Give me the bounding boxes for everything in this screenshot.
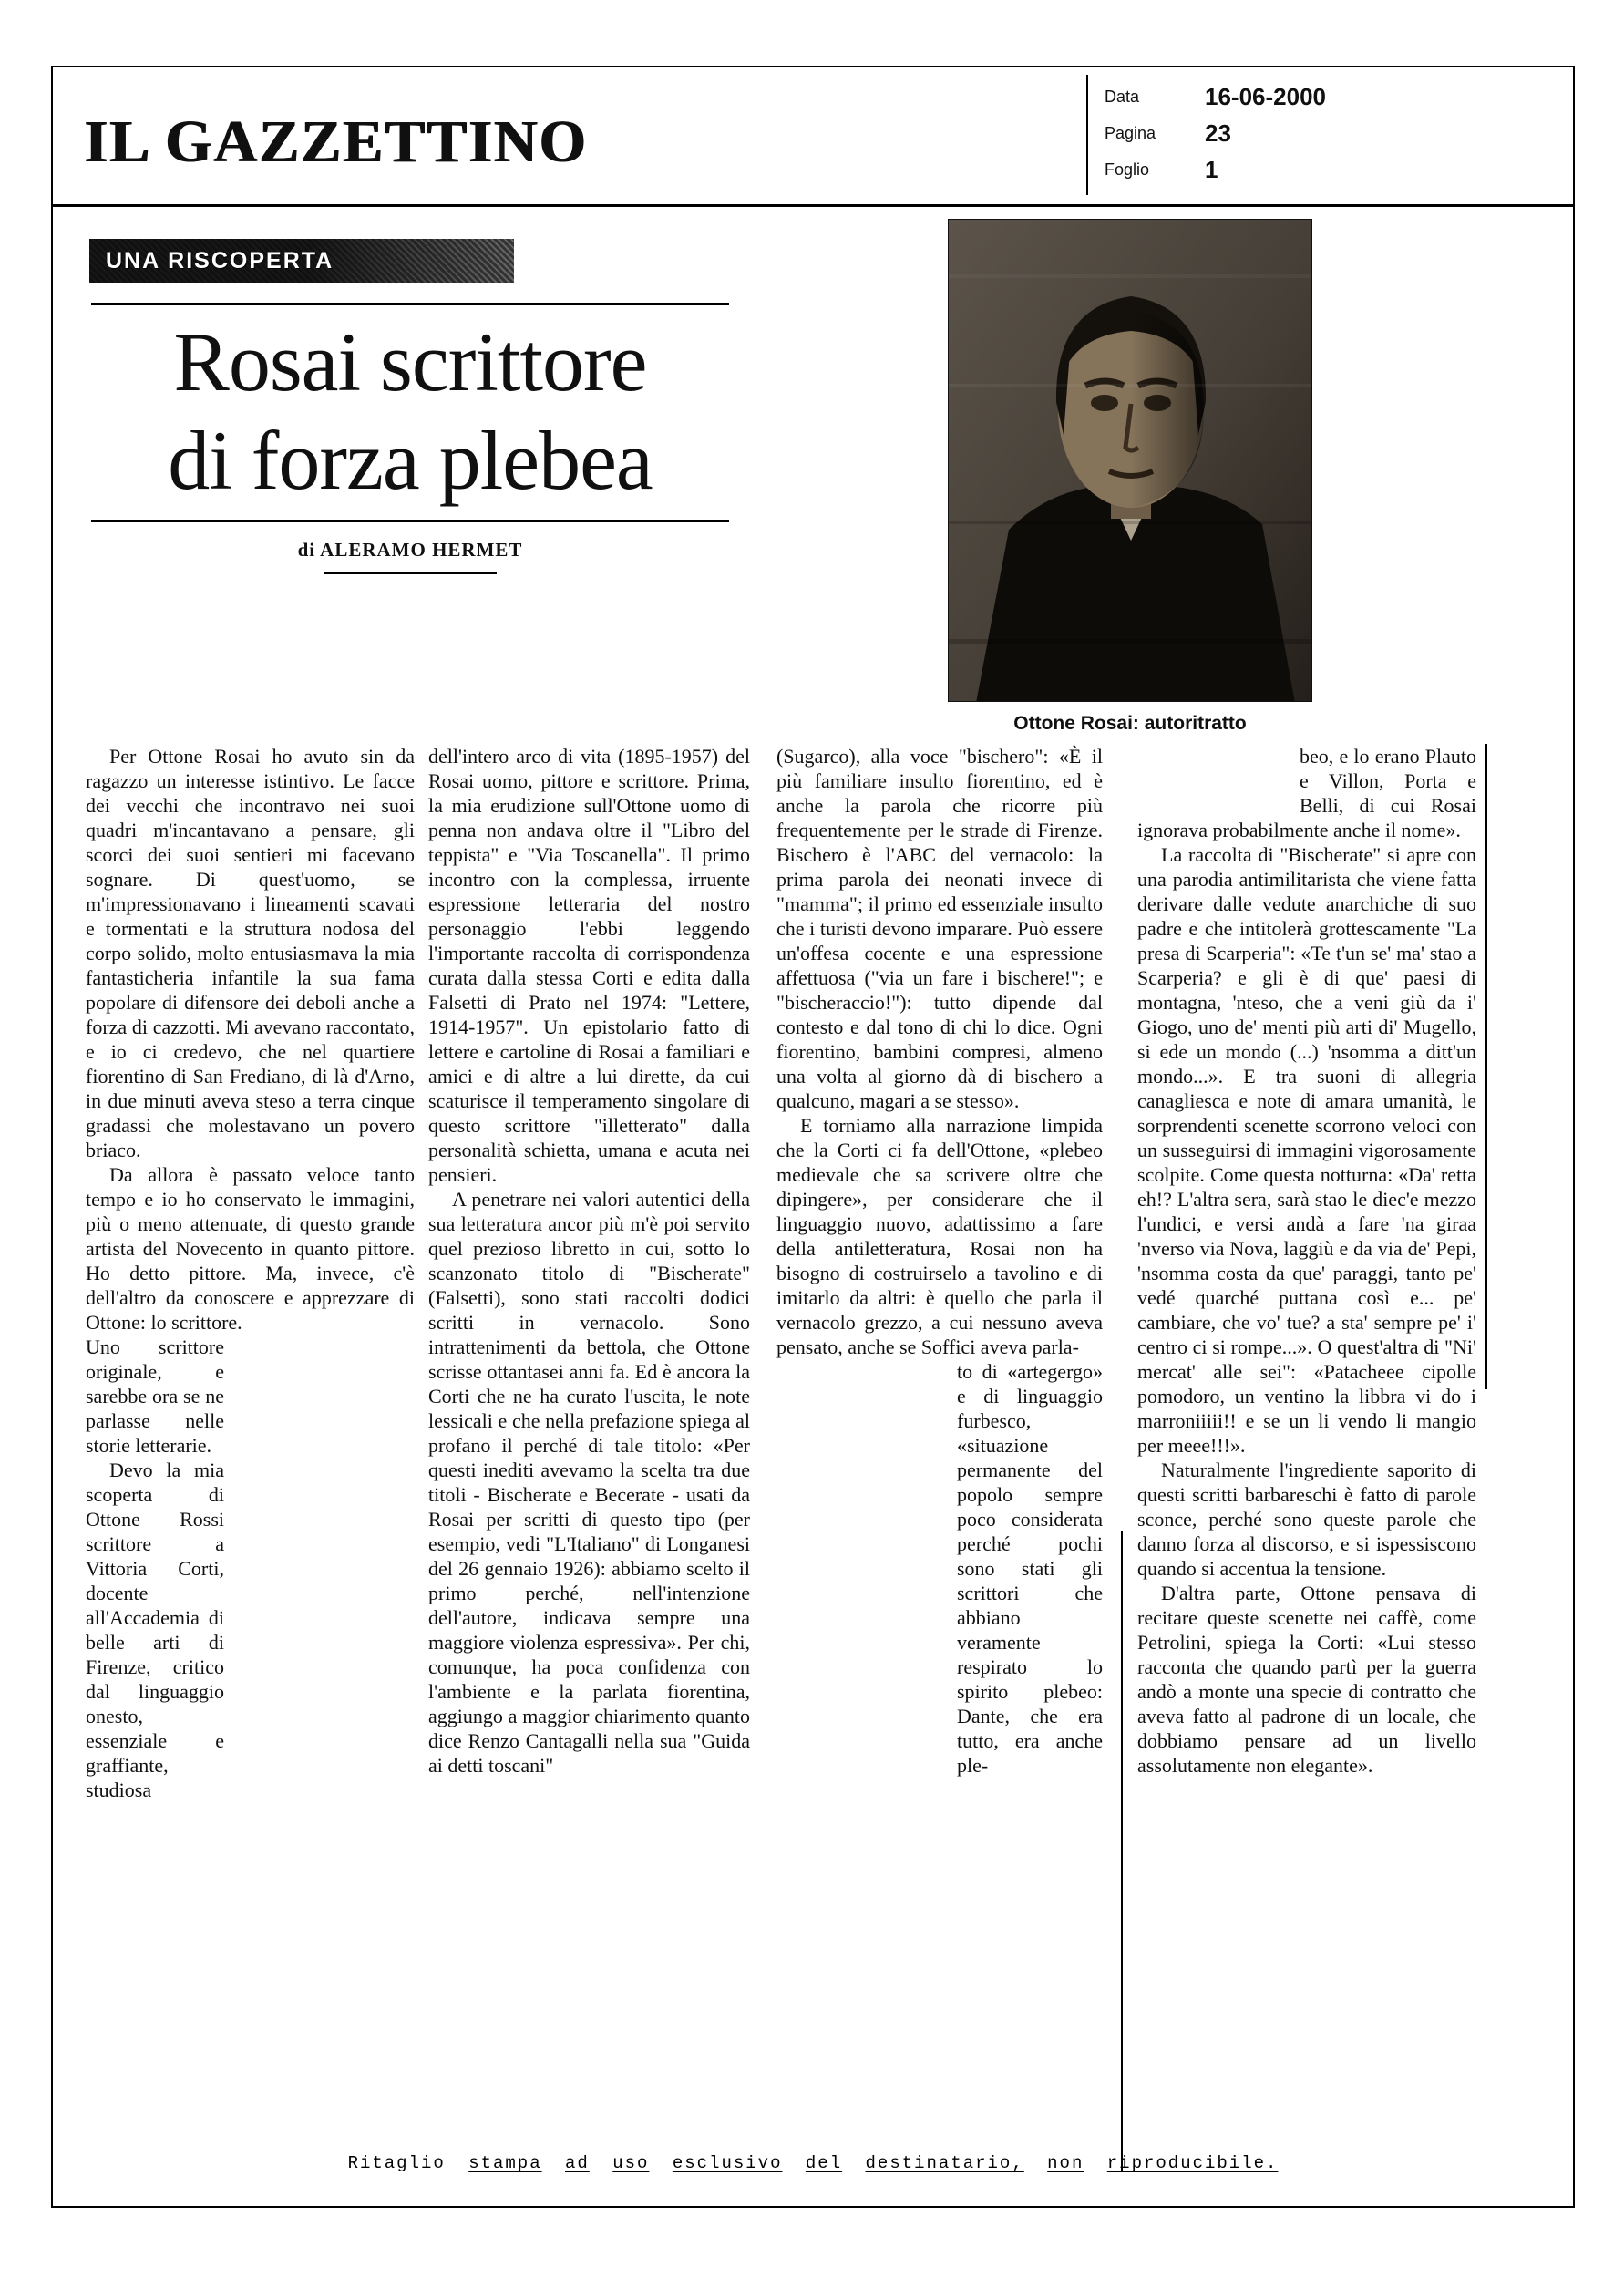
footer-word: uso: [612, 2153, 650, 2173]
caption-wrap-spacer: [1137, 744, 1300, 795]
page-label: Pagina: [1105, 123, 1156, 142]
footer-word: stampa: [468, 2153, 542, 2173]
footer-word: ad: [565, 2153, 590, 2173]
byline: di ALERAMO HERMET: [297, 539, 523, 562]
photo-caption: Ottone Rosai: autoritratto: [1013, 713, 1247, 734]
paragraph: E torniamo alla narrazione limpida che la Corti ci fa dell'Ottone, «plebeo medievale che sa scrivere oltre che dipingere», per considerare che il linguaggio nuovo, adattissimo a fare della antiletteratura, Rosai non ha bisogno di costruirselo a tavolino e di imitarlo da altri: è quello che parla il vernacolo grezzo, a cui nessuno aveva pensato, anche se Soffici aveva parla-: [776, 1114, 1103, 1358]
headline-rule-top: [91, 303, 729, 305]
page-value: 23: [1205, 119, 1231, 147]
footer-word: riproducibile.: [1106, 2153, 1279, 2173]
body-column-1: [86, 744, 415, 2148]
paragraph: Da allora è passato veloce tanto tempo e io ho conservato le immagini, più o meno attenuate, di questo grande artista del Novecento in quanto pittore. Ho detto pittore. Ma, invece, c'è dell'altro da conoscere e apprezzare di Ottone: lo scrittore.: [86, 1163, 415, 1334]
paragraph: (Sugarco), alla voce "bischero": «È il più familiare insulto fiorentino, ed è anche la parola che ricorre più frequentemente per le strade di Firenze. Bischero è l'ABC del vernacolo: la prima parola dei neonati invece di "mamma"; il primo ed essenziale insulto che i turisti devono imparare. Può essere un'offesa cocente e una espressione affettuosa ("via un fare i bischere!"; e "bischeraccio!"): tutto dipende dal contesto e dal tono di chi lo dice. Ogni fiorentino, bambini compresi, almeno una volta al giorno dà di bischero a qualcuno, magari a se stesso».: [776, 745, 1103, 1112]
sheet-value: 1: [1205, 155, 1218, 183]
footer-word: del: [805, 2153, 843, 2173]
footer-word: esclusivo: [672, 2153, 783, 2173]
header-divider: [53, 204, 1573, 207]
paragraph: to di «artegergo» e di linguaggio furbesco, «situazione permanente del popolo sempre poco considerata perché pochi sono stati gli scrittori che abbiano veramente respirato lo spirito plebeo: Dante, che era tutto, era anche ple-: [957, 1360, 1103, 1777]
footer-word: non: [1047, 2153, 1084, 2173]
newspaper-masthead: IL GAZZETTINO: [84, 108, 588, 175]
sheet-label: Foglio: [1105, 160, 1150, 179]
clipping-meta: [1086, 75, 1326, 195]
date-label: Data: [1105, 87, 1140, 106]
footer-word: Ritaglio: [347, 2153, 446, 2173]
kicker-label: UNA RISCOPERTA: [106, 247, 334, 273]
paragraph: A penetrare nei valori autentici della sua letteratura ancor più m'è poi servito quel prezioso libretto in cui, sotto lo scanzonato titolo di "Bischerate" (Falsetti), sono stati raccolti dodici scritti in vernacolo. Sono intrattenimenti da bettola, che Ottone scrisse ottantasei anni fa. Ed è ancora la Corti che ne ha curato l'uscita, le note lessicali e che nella prefazione spiega al profano il perché di tale titolo: «Per questi inediti avevamo la scelta tra due titoli - Bischerate e Becerate - usati da Rosai per scritti di questo tipo (per esempio, vedi "L'Italiano" di Longanesi del 26 gennaio 1926): abbiamo scelto il primo perché, nell'intenzione dell'autore, indicava sempre una maggiore violenza espressiva». Per chi, comunque, ha poca confidenza con l'ambiente e la parlata fiorentina, aggiungo a maggior chiarimento quanto dice Renzo Cantagalli nella sua "Guida ai detti toscani": [428, 1188, 750, 1777]
headline-line-2: di forza plebea: [168, 413, 653, 507]
footer-word: destinatario,: [865, 2153, 1024, 2173]
paragraph: [1137, 744, 1476, 842]
body-column-3: [776, 744, 1103, 2148]
paragraph: La raccolta di "Bischerate" si apre con una parodia antimilitarista che viene fatta derivare dalle vedute anarchiche di suo padre e che intitolerà grottescamente "La presa di Scarperia": «Te t'un se' ma' stao a Scarperia? e gli è di que' paesi di montagna, 'nteso, che a veni giù da i' Giogo, uno de' menti più arti di' Mugello, si ede un mondo (...) 'nsomma a ditt'un mondo...». E tra suoni di allegria canagliesca e note di amara umanità, le sorprendenti scenette scorrono veloci con un susseguirsi di immagini vigorosamente scolpite. Come questa notturna: «Da' retta eh!? L'altra sera, sarà stao le diec'e mezzo l'undici, e versi andà a fare 'na giraa 'nverso via Nova, laggiù e da via de' Pepi, 'nsomma costa da que' paraggi, tanto pe' vedé quarché puttana così e... pe' cambiare, che vo' tue? a sta' sempre pe' i' centro ci si rompe...». O quest'altra di "Ni' mercat' alle sei": «Patacheee cipolle pomodoro, un ventino la libbra vi do i marroniiiii!! e se un li vendo li mangio per meee!!!».: [1137, 843, 1476, 1457]
narrow-text-block: [86, 1335, 224, 1802]
body-column-2: [428, 744, 750, 2148]
paragraph: D'altra parte, Ottone pensava di recitare queste scenette nei caffè, come Petrolini, spiega la Corti: «Lui stesso racconta che quando partì per la guerra andò a monte una specie di contratto che aveva fatto al padrone di un locale, che dobbiamo pensare ad un livello assolutamente non elegante».: [1137, 1582, 1476, 1777]
paragraph: Devo la mia scoperta di Ottone Rossi scrittore a Vittoria Corti, docente all'Accademia di belle arti di Firenze, critico dal linguaggio onesto, essenziale e graffiante, studiosa: [86, 1459, 224, 1801]
headline-rule-bottom: [91, 520, 729, 522]
narrow-text-block: [957, 1359, 1103, 1778]
paragraph: Naturalmente l'ingrediente saporito di questi scritti barbareschi è fatto di parole sconce, perché sono queste parole che danno forza al discorso, e si ispessiscono quando si accentua la tensione.: [1137, 1459, 1476, 1580]
date-value: 16-06-2000: [1205, 82, 1326, 110]
byline-rule: [324, 572, 497, 574]
paragraph: Per Ottone Rosai ho avuto sin da ragazzo un interesse istintivo. Le facce dei vecchi che incontravo nei suoi quadri m'incantavano a pensare, gli scorci dei suoi sentieri mi facevano sognare. Di quest'uomo, se m'impressionavano i lineamenti scavati e tormentati e la struttura nodosa del corpo solido, molto entusiasmava la mia fantasticheria infantile la sua fama popolare di difensore dei deboli anche a forza di cazzotti. Mi avevano raccontato, e io ci credevo, che nel quartiere fiorentino di San Frediano, di là d'Arno, in due minuti aveva steso a terra cinque gradassi che molestavano un povero briaco.: [86, 745, 415, 1161]
article-body: [53, 744, 1573, 2148]
column-divider-mid: [1121, 1531, 1123, 2171]
clipping-footer: [53, 2153, 1573, 2173]
portrait-photo: [948, 219, 1312, 702]
body-column-4: [1137, 744, 1476, 2148]
portrait-image: [949, 220, 1312, 702]
headline-block: [91, 303, 729, 574]
paragraph: Uno scrittore originale, e sarebbe ora se ne parlasse nelle storie letterarie.: [86, 1335, 224, 1457]
column-divider-right: [1485, 744, 1487, 1389]
kicker-banner: [89, 239, 514, 283]
press-clipping: [51, 66, 1575, 2208]
paragraph: dell'intero arco di vita (1895-1957) del Rosai uomo, pittore e scrittore. Prima, la mia erudizione sull'Ottone uomo di penna non andava oltre il "Libro del teppista" e "Via Toscanella". Il primo incontro con la complessa, irruente espressione letteraria del nostro personaggio l'ebbi leggendo l'importante raccolta di corrispondenza curata dalla stessa Corti e edita dalla Falsetti di Prato nel 1974: "Lettere, 1914-1957". Un epistolario fatto di lettere e cartoline di Rosai a familiari e amici e di altre a lui dirette, da cui scaturisce il temperamento singolare di questo scrittore "illetterato" dalla personalità schietta, umana e acuta nei pensieri.: [428, 745, 750, 1186]
paragraph-text: beo, e lo erano Plauto e Villon, Porta e Belli, di cui Rosai ignorava probabilmente anche il nome».: [1137, 745, 1476, 841]
headline-line-1: Rosai scrittore: [173, 315, 647, 408]
